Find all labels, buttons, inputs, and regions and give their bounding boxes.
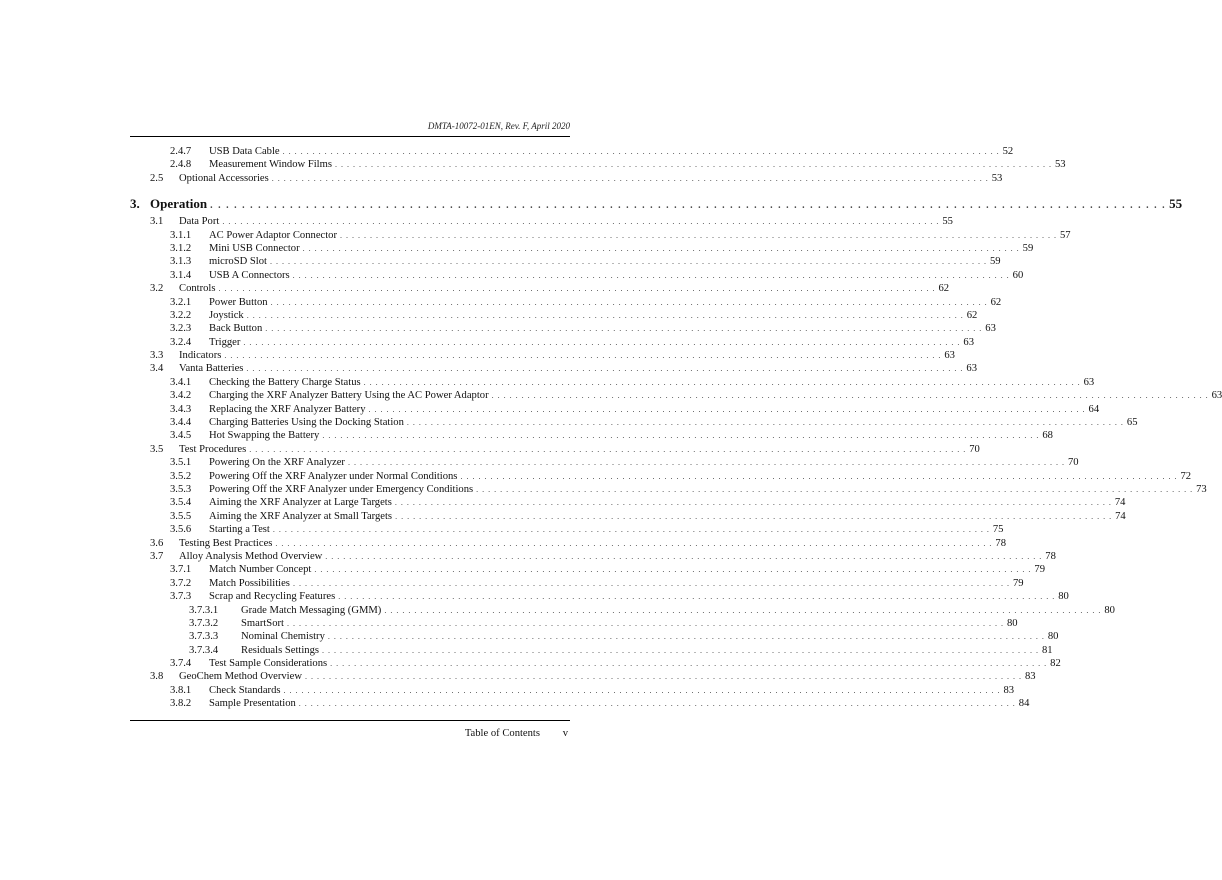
toc-entry-title[interactable]: Powering Off the XRF Analyzer under Emergency Conditions xyxy=(209,483,476,496)
toc-entry-number: 3.7.3.3 xyxy=(189,631,219,643)
toc-entry-page: 75 xyxy=(992,524,1004,536)
toc-entry-number: 3.8.2 xyxy=(170,698,192,710)
toc-entry-title[interactable]: GeoChem Method Overview xyxy=(179,670,305,683)
toc-entry[interactable] xyxy=(130,697,1030,710)
toc-entry-page: 63 xyxy=(985,323,996,335)
toc-leader-dots: . . . . . . . . . . . . . . . . . . . . . . . . . . . . . . . . . . . . . . . . . . . . . . . . . . . . . . . . . . . . . . . . . . . . . . . . . . . . . . . . . . . . . . . . . . . . . . . . . . . . . . . . . . . . . . . . . . . . . . . . xyxy=(210,200,1167,212)
table-of-contents xyxy=(130,145,1222,711)
toc-entry-title[interactable]: Scrap and Recycling Features xyxy=(209,590,338,603)
toc-leader-dots: . . . . . . . . . . . . . . . . . . . . . . . . . . . . . . . . . . . . . . . . . . . . . . . . . . . . . . . . . . . . . . . . . . . . . . . . . . . . . . . . . . . . . . . . . . . . . . . . . . . . . . . . . . . . . . . . . . . . . . . . xyxy=(327,632,1045,642)
toc-entry-line xyxy=(209,376,1095,389)
toc-entry-number: 3.2 xyxy=(150,283,164,295)
toc-leader-dots: . . . . . . . . . . . . . . . . . . . . . . . . . . . . . . . . . . . . . . . . . . . . . . . . . . . . . . . . . . . . . . . . . . . . . . . . . . . . . . . . . . . . . . . . . . . . . . . . . . . . . . . . . . . . . . . . . . . . . . . . xyxy=(246,364,964,374)
toc-entry-page: 55 xyxy=(942,216,953,228)
toc-entry-title[interactable]: Check Standards xyxy=(209,684,284,697)
toc-leader-dots: . . . . . . . . . . . . . . . . . . . . . . . . . . . . . . . . . . . . . . . . . . . . . . . . . . . . . . . . . . . . . . . . . . . . . . . . . . . . . . . . . . . . . . . . . . . . . . . . . . . . . . . . . . . . . . . . . . . . . . . . xyxy=(406,418,1124,428)
toc-entry-page: 73 xyxy=(1196,483,1207,495)
toc-entry-line xyxy=(209,255,1001,268)
toc-entry-line xyxy=(209,229,1071,242)
toc-entry-line xyxy=(209,577,1024,590)
toc-leader-dots: . . . . . . . . . . . . . . . . . . . . . . . . . . . . . . . . . . . . . . . . . . . . . . . . . . . . . . . . . . . . . . . . . . . . . . . . . . . . . . . . . . . . . . . . . . . . . . . . . . . . . . . . . . . . . . . . . . . . . . . . xyxy=(321,645,1039,655)
toc-entry-number: 2.5 xyxy=(150,172,164,184)
toc-leader-dots: . . . . . . . . . . . . . . . . . . . . . . . . . . . . . . . . . . . . . . . . . . . . . . . . . . . . . . . . . . . . . . . . . . . . . . . . . . . . . . . . . . . . . . . . . . . . . . . . . . . . . . . . . . . . . . . . . . . . . . . . xyxy=(334,160,1052,170)
toc-entry-line xyxy=(209,496,1126,509)
toc-entry-title[interactable]: Test Sample Considerations xyxy=(209,657,330,670)
toc-entry-number: 3.6 xyxy=(150,537,164,549)
toc-entry[interactable] xyxy=(130,550,1056,563)
toc-entry-line xyxy=(150,193,1183,217)
toc-entry-title[interactable]: Joystick xyxy=(209,309,247,322)
toc-entry-line xyxy=(209,296,1002,309)
toc-leader-dots: . . . . . . . . . . . . . . . . . . . . . . . . . . . . . . . . . . . . . . . . . . . . . . . . . . . . . . . . . . . . . . . . . . . . . . . . . . . . . . . . . . . . . . . . . . . . . . . . . . . . . . . . . . . . . . . . . . . . . . . . xyxy=(282,147,1000,156)
toc-leader-dots: . . . . . . . . . . . . . . . . . . . . . . . . . . . . . . . . . . . . . . . . . . . . . . . . . . . . . . . . . . . . . . . . . . . . . . . . . . . . . . . . . . . . . . . . . . . . . . . . . . . . . . . . . . . . . . . . . . . . . . . . xyxy=(275,538,993,548)
toc-leader-dots: . . . . . . . . . . . . . . . . . . . . . . . . . . . . . . . . . . . . . . . . . . . . . . . . . . . . . . . . . . . . . . . . . . . . . . . . . . . . . . . . . . . . . . . . . . . . . . . . . . . . . . . . . . . . . . . . . . . . . . . . xyxy=(314,565,1032,575)
toc-entry-line xyxy=(179,550,1056,563)
toc-leader-dots: . . . . . . . . . . . . . . . . . . . . . . . . . . . . . . . . . . . . . . . . . . . . . . . . . . . . . . . . . . . . . . . . . . . . . . . . . . . . . . . . . . . . . . . . . . . . . . . . . . . . . . . . . . . . . . . . . . . . . . . . xyxy=(302,243,1020,253)
toc-entry-number: 3.7.3.2 xyxy=(189,617,219,629)
toc-entry-page: 82 xyxy=(1050,658,1061,670)
toc-entry[interactable] xyxy=(130,604,1115,617)
toc-entry[interactable] xyxy=(130,376,1095,389)
toc-leader-dots: . . . . . . . . . . . . . . . . . . . . . . . . . . . . . . . . . . . . . . . . . . . . . . . . . . . . . . . . . . . . . . . . . . . . . . . . . . . . . . . . . . . . . . . . . . . . . . . . . . . . . . . . . . . . . . . . . . . . . . . . xyxy=(394,498,1112,508)
toc-entry-title[interactable]: SmartSort xyxy=(241,617,287,630)
toc-entry-page: 74 xyxy=(1114,497,1126,509)
toc-entry-page: 74 xyxy=(1115,510,1126,522)
toc-leader-dots: . . . . . . . . . . . . . . . . . . . . . . . . . . . . . . . . . . . . . . . . . . . . . . . . . . . . . . . . . . . . . . . . . . . . . . . . . . . . . . . . . . . . . . . . . . . . . . . . . . . . . . . . . . . . . . . . . . . . . . . . xyxy=(322,431,1040,441)
toc-entry[interactable] xyxy=(130,269,1024,282)
toc-entry[interactable] xyxy=(130,537,1006,550)
toc-entry-page: 55 xyxy=(1169,196,1183,212)
toc-entry-line xyxy=(209,684,1015,697)
toc-entry-page: 64 xyxy=(1088,403,1100,415)
toc-entry-line xyxy=(209,470,1192,483)
toc-entry-title[interactable]: Indicators xyxy=(179,349,224,362)
toc-leader-dots: . . . . . . . . . . . . . . . . . . . . . . . . . . . . . . . . . . . . . . . . . . . . . . . . . . . . . . . . . . . . . . . . . . . . . . . . . . . . . . . . . . . . . . . . . . . . . . . . . . . . . . . . . . . . . . . . . . . . . . . . xyxy=(304,672,1022,682)
toc-entry-page: 70 xyxy=(969,443,980,455)
toc-leader-dots: . . . . . . . . . . . . . . . . . . . . . . . . . . . . . . . . . . . . . . . . . . . . . . . . . . . . . . . . . . . . . . . . . . . . . . . . . . . . . . . . . . . . . . . . . . . . . . . . . . . . . . . . . . . . . . . . . . . . . . . . xyxy=(340,230,1057,240)
toc-entry-line xyxy=(241,617,1018,630)
toc-entry[interactable] xyxy=(130,336,974,349)
toc-entry[interactable] xyxy=(130,644,1053,657)
toc-entry-line xyxy=(209,429,1053,442)
header-rule xyxy=(130,136,570,137)
toc-entry[interactable] xyxy=(130,172,1003,185)
toc-entry-page: 63 xyxy=(1211,390,1222,402)
toc-entry[interactable] xyxy=(130,296,1002,309)
toc-entry-line xyxy=(209,389,1222,402)
toc-entry-line xyxy=(209,590,1069,603)
toc-entry-title[interactable]: Powering On the XRF Analyzer xyxy=(209,456,348,469)
toc-entry[interactable] xyxy=(130,322,996,335)
toc-entry-line xyxy=(209,483,1207,496)
toc-entry-title[interactable]: Charging Batteries Using the Docking Station xyxy=(209,416,407,429)
toc-entry-line xyxy=(209,456,1079,469)
toc-leader-dots: . . . . . . . . . . . . . . . . . . . . . . . . . . . . . . . . . . . . . . . . . . . . . . . . . . . . . . . . . . . . . . . . . . . . . . . . . . . . . . . . . . . . . . . . . . . . . . . . . . . . . . . . . . . . . . . . . . . . . . . . xyxy=(265,324,983,334)
toc-entry-line xyxy=(209,563,1045,576)
toc-entry-page: 57 xyxy=(1060,229,1071,241)
toc-entry-page: 72 xyxy=(1180,470,1192,482)
toc-entry-page: 59 xyxy=(1022,242,1034,254)
toc-leader-dots: . . . . . . . . . . . . . . . . . . . . . . . . . . . . . . . . . . . . . . . . . . . . . . . . . . . . . . . . . . . . . . . . . . . . . . . . . . . . . . . . . . . . . . . . . . . . . . . . . . . . . . . . . . . . . . . . . . . . . . . . xyxy=(460,471,1178,481)
toc-entry-number: 3.1.3 xyxy=(170,256,192,268)
toc-entry-page: 79 xyxy=(1012,577,1024,589)
toc-leader-dots: . . . . . . . . . . . . . . . . . . . . . . . . . . . . . . . . . . . . . . . . . . . . . . . . . . . . . . . . . . . . . . . . . . . . . . . . . . . . . . . . . . . . . . . . . . . . . . . . . . . . . . . . . . . . . . . . . . . . . . . . xyxy=(270,297,988,307)
toc-entry-line xyxy=(209,158,1066,171)
toc-entry[interactable] xyxy=(130,456,1079,469)
toc-entry-line xyxy=(209,416,1138,429)
toc-leader-dots: . . . . . . . . . . . . . . . . . . . . . . . . . . . . . . . . . . . . . . . . . . . . . . . . . . . . . . . . . . . . . . . . . . . . . . . . . . . . . . . . . . . . . . . . . . . . . . . . . . . . . . . . . . . . . . . . . . . . . . . . xyxy=(269,257,987,267)
toc-entry-page: 78 xyxy=(995,537,1006,549)
toc-entry[interactable] xyxy=(130,362,978,375)
toc-entry-number: 3.8.1 xyxy=(170,684,192,696)
toc-entry-title[interactable]: Data Port xyxy=(179,215,222,228)
toc-entry-line xyxy=(209,523,1004,536)
toc-entry-number: 3.3 xyxy=(150,350,164,362)
toc-entry-page: 62 xyxy=(938,283,950,295)
toc-entry[interactable] xyxy=(130,443,980,456)
toc-entry-title[interactable]: Aiming the XRF Analyzer at Large Targets xyxy=(209,496,395,509)
toc-leader-dots: . . . . . . . . . . . . . . . . . . . . . . . . . . . . . . . . . . . . . . . . . . . . . . . . . . . . . . . . . . . . . . . . . . . . . . . . . . . . . . . . . . . . . . . . . . . . . . . . . . . . . . . . . . . . . . . . . . . . . . . . xyxy=(272,525,990,535)
toc-entry-number: 3.2.2 xyxy=(170,309,192,321)
toc-entry-page: 68 xyxy=(1042,430,1053,442)
toc-entry-number: 3. xyxy=(130,196,140,212)
toc-leader-dots: . . . . . . . . . . . . . . . . . . . . . . . . . . . . . . . . . . . . . . . . . . . . . . . . . . . . . . . . . . . . . . . . . . . . . . . . . . . . . . . . . . . . . . . . . . . . . . . . . . . . . . . . . . . . . . . . . . . . . . . . xyxy=(476,484,1194,494)
toc-entry-page: 79 xyxy=(1034,564,1045,576)
toc-leader-dots: . . . . . . . . . . . . . . . . . . . . . . . . . . . . . . . . . . . . . . . . . . . . . . . . . . . . . . . . . . . . . . . . . . . . . . . . . . . . . . . . . . . . . . . . . . . . . . . . . . . . . . . . . . . . . . . . . . . . . . . . xyxy=(283,685,1001,695)
toc-entry-line xyxy=(209,403,1100,416)
toc-entry-title[interactable]: Trigger xyxy=(209,336,243,349)
toc-entry-title[interactable]: USB Data Cable xyxy=(209,145,283,158)
toc-entry-number: 3.7.3.1 xyxy=(189,604,219,616)
toc-entry-title[interactable]: Test Procedures xyxy=(179,443,249,456)
toc-entry-title[interactable]: Operation xyxy=(150,193,210,215)
toc-entry-title[interactable]: Grade Match Messaging (GMM) xyxy=(241,604,384,617)
toc-entry-number: 3.5.5 xyxy=(170,510,192,522)
toc-entry-title[interactable]: Back Button xyxy=(209,322,265,335)
toc-entry-line xyxy=(179,362,978,375)
toc-entry[interactable] xyxy=(130,309,978,322)
toc-leader-dots: . . . . . . . . . . . . . . . . . . . . . . . . . . . . . . . . . . . . . . . . . . . . . . . . . . . . . . . . . . . . . . . . . . . . . . . . . . . . . . . . . . . . . . . . . . . . . . . . . . . . . . . . . . . . . . . . . . . . . . . . xyxy=(491,391,1209,401)
toc-entry-number: 3.4.4 xyxy=(170,417,192,429)
toc-leader-dots: . . . . . . . . . . . . . . . . . . . . . . . . . . . . . . . . . . . . . . . . . . . . . . . . . . . . . . . . . . . . . . . . . . . . . . . . . . . . . . . . . . . . . . . . . . . . . . . . . . . . . . . . . . . . . . . . . . . . . . . . xyxy=(384,605,1102,615)
toc-entry[interactable] xyxy=(130,429,1053,442)
toc-entry[interactable] xyxy=(130,403,1100,416)
toc-entry-number: 3.7.1 xyxy=(170,564,192,576)
toc-entry-page: 53 xyxy=(1054,159,1066,171)
toc-entry-title[interactable]: Match Possibilities xyxy=(209,577,293,590)
toc-entry-line xyxy=(209,269,1024,282)
toc-entry-line xyxy=(209,510,1126,523)
toc-entry-title[interactable]: Residuals Settings xyxy=(241,644,322,657)
toc-entry-title[interactable]: microSD Slot xyxy=(209,255,270,268)
toc-entry[interactable] xyxy=(130,145,1014,158)
toc-leader-dots: . . . . . . . . . . . . . . . . . . . . . . . . . . . . . . . . . . . . . . . . . . . . . . . . . . . . . . . . . . . . . . . . . . . . . . . . . . . . . . . . . . . . . . . . . . . . . . . . . . . . . . . . . . . . . . . . . . . . . . . . xyxy=(368,404,1086,414)
toc-entry-page: 63 xyxy=(963,336,974,348)
toc-entry-line xyxy=(179,215,953,228)
toc-entry[interactable] xyxy=(130,630,1059,643)
toc-entry-title[interactable]: Nominal Chemistry xyxy=(241,630,328,643)
toc-entry-line xyxy=(209,309,978,322)
running-header: DMTA-10072-01EN, Rev. F, April 2020 xyxy=(427,121,570,131)
toc-entry[interactable] xyxy=(130,496,1126,509)
footer-label: Table of Contents xyxy=(464,728,540,739)
toc-entry-number: 2.4.7 xyxy=(170,146,192,157)
toc-entry[interactable] xyxy=(130,470,1192,483)
toc-entry-title[interactable]: Controls xyxy=(179,282,219,295)
toc-leader-dots: . . . . . . . . . . . . . . . . . . . . . . . . . . . . . . . . . . . . . . . . . . . . . . . . . . . . . . . . . . . . . . . . . . . . . . . . . . . . . . . . . . . . . . . . . . . . . . . . . . . . . . . . . . . . . . . . . . . . . . . . xyxy=(286,618,1004,628)
toc-leader-dots: . . . . . . . . . . . . . . . . . . . . . . . . . . . . . . . . . . . . . . . . . . . . . . . . . . . . . . . . . . . . . . . . . . . . . . . . . . . . . . . . . . . . . . . . . . . . . . . . . . . . . . . . . . . . . . . . . . . . . . . . xyxy=(363,377,1081,387)
toc-entry-number: 3.5.1 xyxy=(170,457,192,469)
toc-entry-line xyxy=(209,336,974,349)
toc-entry-page: 80 xyxy=(1058,591,1069,603)
toc-entry-page: 52 xyxy=(1002,146,1014,157)
toc-leader-dots: . . . . . . . . . . . . . . . . . . . . . . . . . . . . . . . . . . . . . . . . . . . . . . . . . . . . . . . . . . . . . . . . . . . . . . . . . . . . . . . . . . . . . . . . . . . . . . . . . . . . . . . . . . . . . . . . . . . . . . . . xyxy=(325,551,1043,561)
toc-entry-line xyxy=(209,657,1061,670)
toc-entry-line xyxy=(209,322,996,335)
toc-entry-title[interactable]: Testing Best Practices xyxy=(179,537,275,550)
toc-entry-title[interactable]: Sample Presentation xyxy=(209,697,299,710)
toc-entry-number: 3.1 xyxy=(150,216,164,228)
toc-entry-number: 3.7.3.4 xyxy=(189,644,219,656)
toc-entry[interactable] xyxy=(130,510,1126,523)
toc-leader-dots: . . . . . . . . . . . . . . . . . . . . . . . . . . . . . . . . . . . . . . . . . . . . . . . . . . . . . . . . . . . . . . . . . . . . . . . . . . . . . . . . . . . . . . . . . . . . . . . . . . . . . . . . . . . . . . . . . . . . . . . . xyxy=(330,659,1048,669)
toc-leader-dots: . . . . . . . . . . . . . . . . . . . . . . . . . . . . . . . . . . . . . . . . . . . . . . . . . . . . . . . . . . . . . . . . . . . . . . . . . . . . . . . . . . . . . . . . . . . . . . . . . . . . . . . . . . . . . . . . . . . . . . . . xyxy=(218,284,936,294)
toc-entry-number: 3.5.2 xyxy=(170,470,192,482)
toc-entry-line xyxy=(241,644,1053,657)
toc-entry-title[interactable]: Charging the XRF Analyzer Battery Using the AC Power Adaptor xyxy=(209,389,492,402)
toc-entry[interactable] xyxy=(130,158,1066,171)
toc-entry-number: 3.5.6 xyxy=(170,524,192,536)
toc-entry-line xyxy=(179,537,1006,550)
toc-entry-page: 81 xyxy=(1041,644,1053,656)
toc-entry-page: 53 xyxy=(991,172,1003,184)
toc-entry-page: 59 xyxy=(989,256,1001,268)
toc-entry-page: 63 xyxy=(966,363,978,375)
toc-entry[interactable] xyxy=(130,282,950,295)
toc-entry-number: 3.4 xyxy=(150,363,164,375)
toc-entry[interactable] xyxy=(130,215,953,228)
toc-leader-dots: . . . . . . . . . . . . . . . . . . . . . . . . . . . . . . . . . . . . . . . . . . . . . . . . . . . . . . . . . . . . . . . . . . . . . . . . . . . . . . . . . . . . . . . . . . . . . . . . . . . . . . . . . . . . . . . . . . . . . . . . xyxy=(338,592,1056,602)
toc-entry-number: 3.1.4 xyxy=(170,269,192,281)
toc-entry-line xyxy=(241,604,1115,617)
toc-entry-number: 3.1.2 xyxy=(170,242,192,254)
toc-entry-number: 3.5.3 xyxy=(170,483,192,495)
toc-leader-dots: . . . . . . . . . . . . . . . . . . . . . . . . . . . . . . . . . . . . . . . . . . . . . . . . . . . . . . . . . . . . . . . . . . . . . . . . . . . . . . . . . . . . . . . . . . . . . . . . . . . . . . . . . . . . . . . . . . . . . . . . xyxy=(395,511,1113,521)
toc-entry-line xyxy=(209,145,1014,158)
toc-entry[interactable] xyxy=(130,242,1034,255)
toc-entry-line xyxy=(179,172,1003,185)
toc-entry-title[interactable]: Match Number Concept xyxy=(209,563,314,576)
toc-entry[interactable] xyxy=(130,483,1207,496)
toc-entry-page: 80 xyxy=(1006,617,1018,629)
toc-entry-number: 3.5.4 xyxy=(170,497,192,509)
toc-entry-number: 3.7.4 xyxy=(170,658,192,670)
toc-entry[interactable] xyxy=(130,389,1222,402)
toc-entry-page: 83 xyxy=(1024,671,1036,683)
toc-entry-page: 62 xyxy=(966,309,978,321)
toc-leader-dots: . . . . . . . . . . . . . . . . . . . . . . . . . . . . . . . . . . . . . . . . . . . . . . . . . . . . . . . . . . . . . . . . . . . . . . . . . . . . . . . . . . . . . . . . . . . . . . . . . . . . . . . . . . . . . . . . . . . . . . . . xyxy=(243,337,961,347)
toc-entry-number: 3.5 xyxy=(150,443,164,455)
toc-leader-dots: . . . . . . . . . . . . . . . . . . . . . . . . . . . . . . . . . . . . . . . . . . . . . . . . . . . . . . . . . . . . . . . . . . . . . . . . . . . . . . . . . . . . . . . . . . . . . . . . . . . . . . . . . . . . . . . . . . . . . . . . xyxy=(224,351,942,361)
toc-entry-line xyxy=(179,670,1036,683)
toc-entry[interactable] xyxy=(130,670,1036,683)
toc-entry-title[interactable]: Starting a Test xyxy=(209,523,273,536)
toc-entry-page: 62 xyxy=(990,296,1002,308)
toc-entry-page: 80 xyxy=(1047,631,1059,643)
toc-entry-title[interactable]: Powering Off the XRF Analyzer under Normal Conditions xyxy=(209,470,460,483)
toc-leader-dots: . . . . . . . . . . . . . . . . . . . . . . . . . . . . . . . . . . . . . . . . . . . . . . . . . . . . . . . . . . . . . . . . . . . . . . . . . . . . . . . . . . . . . . . . . . . . . . . . . . . . . . . . . . . . . . . . . . . . . . . . xyxy=(249,444,967,454)
toc-entry-number: 3.4.3 xyxy=(170,403,192,415)
toc-entry-number: 3.7.2 xyxy=(170,577,192,589)
toc-entry-page: 63 xyxy=(1083,376,1095,388)
toc-chapter-entry[interactable] xyxy=(130,193,1183,215)
toc-entry-number: 3.2.4 xyxy=(170,336,192,348)
toc-entry-title[interactable]: Optional Accessories xyxy=(179,172,272,185)
toc-leader-dots: . . . . . . . . . . . . . . . . . . . . . . . . . . . . . . . . . . . . . . . . . . . . . . . . . . . . . . . . . . . . . . . . . . . . . . . . . . . . . . . . . . . . . . . . . . . . . . . . . . . . . . . . . . . . . . . . . . . . . . . . xyxy=(246,310,964,320)
toc-entry-line xyxy=(179,349,955,362)
toc-entry-title[interactable]: Checking the Battery Charge Status xyxy=(209,376,364,389)
toc-entry-number: 3.7 xyxy=(150,550,164,562)
toc-entry-number: 3.2.1 xyxy=(170,296,192,308)
toc-entry-title[interactable]: Aiming the XRF Analyzer at Small Targets xyxy=(209,510,395,523)
toc-entry-title[interactable]: Mini USB Connector xyxy=(209,242,303,255)
toc-entry-number: 3.2.3 xyxy=(170,323,192,335)
toc-entry-number: 3.7.3 xyxy=(170,591,192,603)
footer-rule xyxy=(130,720,570,721)
toc-entry[interactable] xyxy=(130,416,1138,429)
toc-entry[interactable] xyxy=(130,229,1071,242)
toc-entry-title[interactable]: Vanta Batteries xyxy=(179,362,246,375)
toc-entry[interactable] xyxy=(130,577,1024,590)
toc-entry[interactable] xyxy=(130,523,1004,536)
toc-leader-dots: . . . . . . . . . . . . . . . . . . . . . . . . . . . . . . . . . . . . . . . . . . . . . . . . . . . . . . . . . . . . . . . . . . . . . . . . . . . . . . . . . . . . . . . . . . . . . . . . . . . . . . . . . . . . . . . . . . . . . . . . xyxy=(298,699,1016,709)
toc-leader-dots: . . . . . . . . . . . . . . . . . . . . . . . . . . . . . . . . . . . . . . . . . . . . . . . . . . . . . . . . . . . . . . . . . . . . . . . . . . . . . . . . . . . . . . . . . . . . . . . . . . . . . . . . . . . . . . . . . . . . . . . . xyxy=(271,173,989,183)
toc-entry-line xyxy=(179,282,950,295)
toc-entry[interactable] xyxy=(130,349,955,362)
toc-entry[interactable] xyxy=(130,255,1001,268)
toc-entry-line xyxy=(209,242,1034,255)
toc-entry-title[interactable]: Power Button xyxy=(209,296,271,309)
toc-leader-dots: . . . . . . . . . . . . . . . . . . . . . . . . . . . . . . . . . . . . . . . . . . . . . . . . . . . . . . . . . . . . . . . . . . . . . . . . . . . . . . . . . . . . . . . . . . . . . . . . . . . . . . . . . . . . . . . . . . . . . . . . xyxy=(292,270,1010,280)
toc-entry-number: 3.8 xyxy=(150,671,164,683)
toc-entry-page: 65 xyxy=(1126,417,1138,429)
toc-entry-page: 84 xyxy=(1018,698,1030,710)
toc-entry[interactable] xyxy=(130,590,1069,603)
toc-entry-page: 83 xyxy=(1003,684,1015,696)
toc-entry[interactable] xyxy=(130,657,1061,670)
toc-entry-title[interactable]: USB A Connectors xyxy=(209,269,293,282)
toc-entry-title[interactable]: Measurement Window Films xyxy=(209,158,335,171)
toc-leader-dots: . . . . . . . . . . . . . . . . . . . . . . . . . . . . . . . . . . . . . . . . . . . . . . . . . . . . . . . . . . . . . . . . . . . . . . . . . . . . . . . . . . . . . . . . . . . . . . . . . . . . . . . . . . . . . . . . . . . . . . . . xyxy=(347,458,1065,468)
toc-entry-line xyxy=(209,697,1030,710)
toc-entry-title[interactable]: Replacing the XRF Analyzer Battery xyxy=(209,403,369,416)
toc-entry-page: 78 xyxy=(1045,550,1056,562)
footer-page-number: v xyxy=(562,728,568,739)
toc-entry-page: 63 xyxy=(944,350,955,362)
toc-entry-number: 3.4.1 xyxy=(170,376,192,388)
toc-entry[interactable] xyxy=(130,617,1018,630)
toc-entry-number: 2.4.8 xyxy=(170,159,192,171)
toc-entry-title[interactable]: AC Power Adaptor Connector xyxy=(209,229,340,242)
toc-leader-dots: . . . . . . . . . . . . . . . . . . . . . . . . . . . . . . . . . . . . . . . . . . . . . . . . . . . . . . . . . . . . . . . . . . . . . . . . . . . . . . . . . . . . . . . . . . . . . . . . . . . . . . . . . . . . . . . . . . . . . . . . xyxy=(222,217,940,227)
toc-entry-line xyxy=(179,443,980,456)
toc-entry-page: 70 xyxy=(1067,457,1079,469)
toc-entry-number: 3.4.2 xyxy=(170,390,192,402)
toc-entry-title[interactable]: Hot Swapping the Battery xyxy=(209,429,322,442)
toc-entry-line xyxy=(241,630,1059,643)
toc-entry-title[interactable]: Alloy Analysis Method Overview xyxy=(179,550,325,563)
toc-entry-number: 3.4.5 xyxy=(170,430,192,442)
toc-entry-page: 60 xyxy=(1012,269,1024,281)
toc-entry[interactable] xyxy=(130,684,1015,697)
toc-entry-number: 3.1.1 xyxy=(170,229,192,241)
toc-leader-dots: . . . . . . . . . . . . . . . . . . . . . . . . . . . . . . . . . . . . . . . . . . . . . . . . . . . . . . . . . . . . . . . . . . . . . . . . . . . . . . . . . . . . . . . . . . . . . . . . . . . . . . . . . . . . . . . . . . . . . . . . xyxy=(292,578,1010,588)
toc-entry-page: 80 xyxy=(1104,604,1115,616)
toc-entry[interactable] xyxy=(130,563,1045,576)
